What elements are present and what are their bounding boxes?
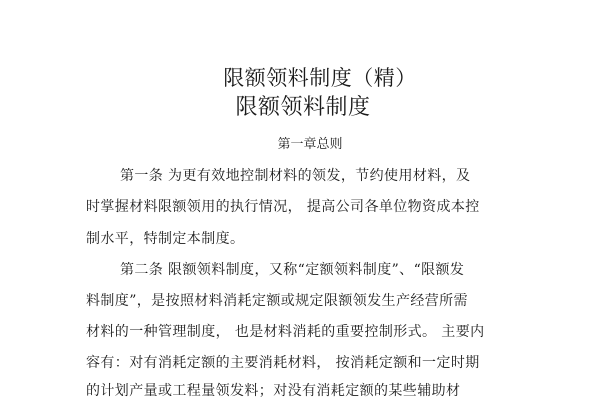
paragraph-line: 第二条 限额领料制度，又称“定额领料制度”、“限额发 <box>120 262 465 278</box>
paragraph-line: 材料的一种管理制度， 也是材料消耗的重要控制形式。 主要内 <box>86 324 485 340</box>
paragraph-line: 第一条 为更有效地控制材料的领发，节约使用材料，及 <box>120 168 471 184</box>
document-subtitle: 限额领料制度 <box>235 95 371 120</box>
document-title: 限额领料制度（精） <box>223 66 417 90</box>
paragraph-line: 容有：对有消耗定额的主要消耗材料， 按消耗定额和一定时期 <box>86 355 480 371</box>
chapter-heading: 第一章总则 <box>277 137 343 152</box>
paragraph-line: 制水平，特制定本制度。 <box>86 231 245 247</box>
paragraph-line: 料制度”，是按照材料消耗定额或规定限额领发生产经营所需 <box>86 293 468 309</box>
paragraph-line: 的计划产量或工程量领发料；对没有消耗定额的某些辅助材 <box>86 383 461 399</box>
paragraph-line: 时掌握材料限额领用的执行情况， 提高公司各单位物资成本控 <box>86 199 480 215</box>
